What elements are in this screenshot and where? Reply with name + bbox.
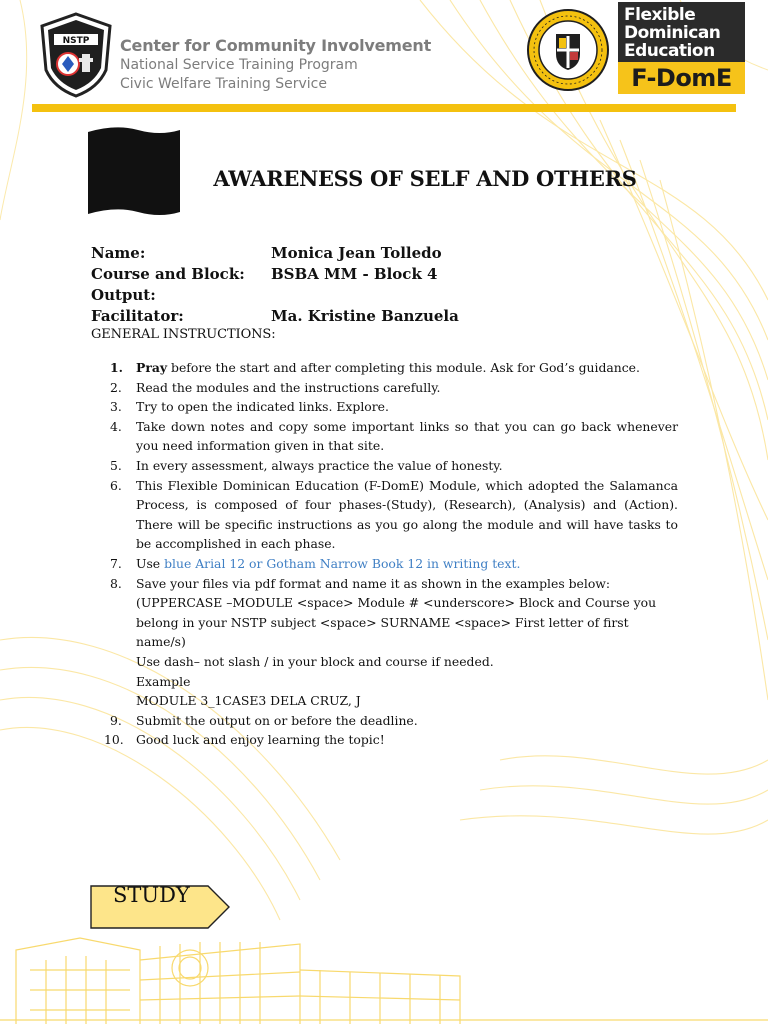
list-item <box>110 417 678 456</box>
field-course-block <box>91 264 591 285</box>
module-title: AWARENESS OF SELF AND OTHERS <box>213 166 637 191</box>
document-header <box>0 0 768 120</box>
item-text: This Flexible Dominican Education (F-DomE) Module, which adopted the Salamanca Process, is composed of four phases-(Study), (Research), (Analysis) and (Action). There will be specific instructions as you go along the module and will have tasks to be accomplished in each phase. <box>136 477 678 552</box>
item-text: Try to open the indicated links. Explore. <box>136 399 389 415</box>
field-name <box>91 243 591 264</box>
list-item <box>110 711 678 731</box>
item-text: Read the modules and the instructions carefully. <box>136 379 441 395</box>
field-facilitator <box>91 306 591 327</box>
field-value: Ma. Kristine Banzuela <box>271 307 459 325</box>
field-value: Monica Jean Tolledo <box>271 244 442 262</box>
study-phase-tag <box>90 885 230 929</box>
item-number: 2. <box>110 379 122 395</box>
org-line-1: Center for Community Involvement <box>120 36 432 55</box>
item-number: 8. <box>110 575 122 591</box>
item-text-blue: blue Arial 12 or Gotham Narrow Book 12 in writing text. <box>164 555 521 571</box>
item-number: 10. <box>104 732 124 748</box>
item-number: 4. <box>110 418 122 434</box>
item-number: 6. <box>110 477 122 493</box>
item-text: Use dash– not slash / in your block and course if needed. <box>136 653 494 669</box>
general-instructions-heading: GENERAL INSTRUCTIONS: <box>91 327 276 342</box>
nstp-seal-icon <box>38 12 114 98</box>
item-number: 5. <box>110 457 122 473</box>
list-item <box>110 554 678 574</box>
item-number: 1. <box>110 360 123 375</box>
fdome-line-2: Dominican <box>624 23 721 43</box>
organization-lines <box>120 36 431 94</box>
item-text: Example <box>136 673 191 689</box>
item-text: MODULE 3_1CASE3 DELA CRUZ, J <box>136 693 361 709</box>
item-text: Use <box>136 555 165 571</box>
header-divider <box>32 104 736 112</box>
list-item <box>110 378 678 398</box>
field-label: Name: <box>91 244 146 262</box>
org-line-3: Civic Welfare Training Service <box>120 76 327 92</box>
list-item <box>110 456 678 476</box>
fdome-badge: F-DomE <box>618 62 745 94</box>
org-line-2: National Service Training Program <box>120 57 358 73</box>
fdome-logo <box>618 2 745 94</box>
item-text: before the start and after completing this module. Ask for God’s guidance. <box>167 360 640 375</box>
field-label: Facilitator: <box>91 307 184 325</box>
svg-text:NSTP: NSTP <box>62 36 90 46</box>
item-text: Save your files via pdf format and name it as shown in the examples below: <box>136 575 611 591</box>
item-number: 3. <box>110 399 122 415</box>
field-label: Output: <box>91 286 156 304</box>
field-label: Course and Block: <box>91 265 245 283</box>
fdome-line-1: Flexible <box>624 5 696 25</box>
list-item <box>110 574 678 711</box>
list-item <box>104 730 678 750</box>
item-text: In every assessment, always practice the value of honesty. <box>136 457 503 473</box>
study-label: STUDY <box>113 883 190 907</box>
field-value: BSBA MM - Block 4 <box>271 265 438 283</box>
ust-legazpi-seal-icon <box>526 8 610 92</box>
fdome-line-3: Education <box>624 41 715 61</box>
flag-icon <box>86 124 182 220</box>
item-number: 7. <box>110 555 122 571</box>
campus-building-illustration <box>0 920 768 1024</box>
item-emphasis: Pray <box>136 360 168 375</box>
item-number: 9. <box>110 712 122 728</box>
list-item <box>110 397 678 417</box>
field-output <box>91 285 591 306</box>
item-text: Take down notes and copy some important links so that you can go back whenever you need information given in that site. <box>136 418 678 454</box>
list-item <box>110 358 678 378</box>
item-text: Submit the output on or before the deadline. <box>136 712 418 728</box>
item-text: Good luck and enjoy learning the topic! <box>136 732 385 748</box>
list-item <box>110 476 678 554</box>
instructions-list <box>104 358 678 750</box>
student-info <box>91 243 591 327</box>
item-text: (UPPERCASE –MODULE <space> Module # <underscore> Block and Course you belong in your NSTP subject <space> SURNAME <space> First letter of first name/s) <box>136 595 657 650</box>
